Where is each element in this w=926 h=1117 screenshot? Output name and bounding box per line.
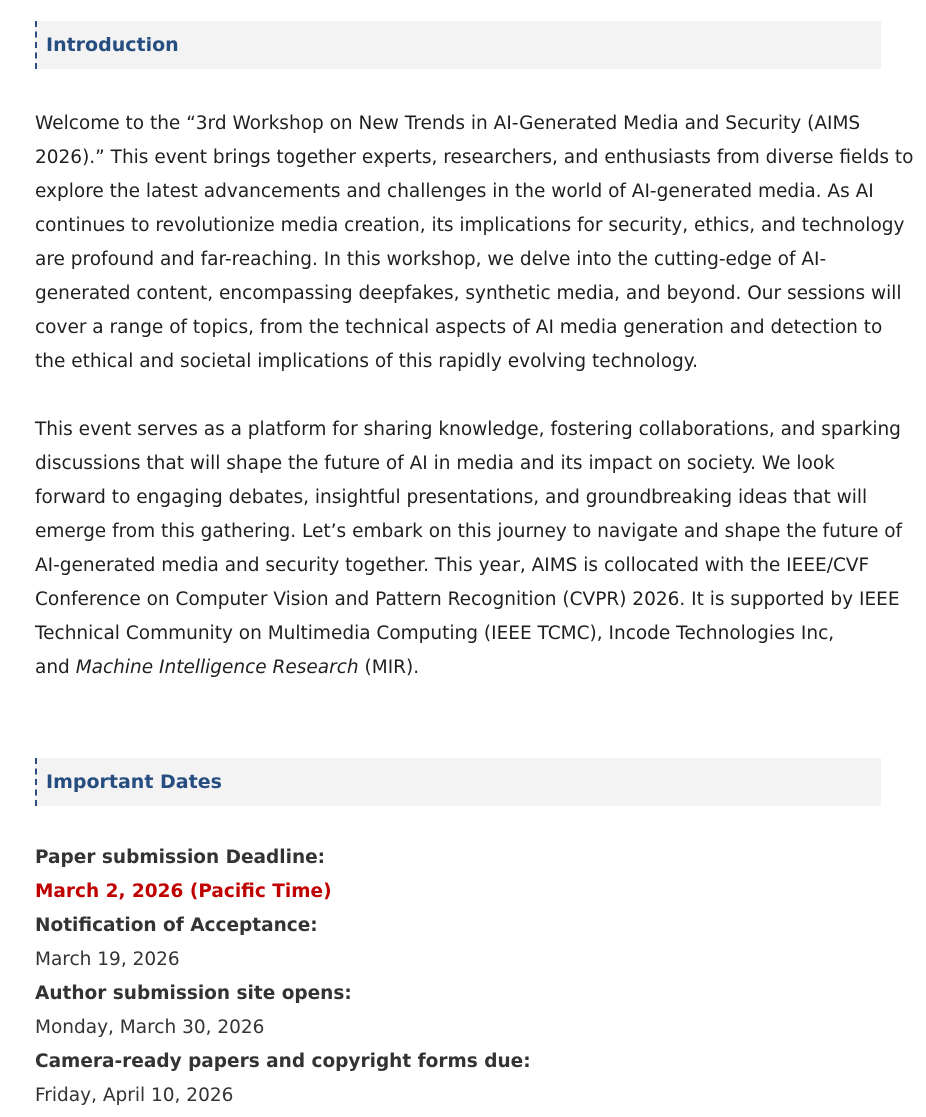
intro-line: are profound and far-reaching. In this workshop, we delve into the cutting-edge of AI- [35, 249, 827, 270]
event-line: Technical Community on Multimedia Computing (IEEE TCMC), Incode Technologies Inc, [35, 623, 835, 644]
event-line: emerge from this gathering. Let’s embark on this journey to navigate and shape the future of [35, 521, 903, 542]
date-label: Camera-ready papers and copyright forms due: [35, 1051, 531, 1072]
intro-line: generated content, encompassing deepfakes, synthetic media, and beyond. Our sessions will [35, 283, 902, 304]
date-label: Paper submission Deadline: [35, 847, 326, 868]
event-line: forward to engaging debates, insightful presentations, and groundbreaking ideas that will [35, 487, 868, 508]
introduction-heading-bar [35, 21, 881, 69]
intro-line: continues to revolutionize media creation, its implications for security, ethics, and technology [35, 215, 905, 236]
important-dates-list [35, 841, 885, 1113]
date-value: March 19, 2026 [35, 949, 180, 970]
event-line: This event serves as a platform for sharing knowledge, fostering collaborations, and sparking [35, 419, 901, 440]
intro-line: cover a range of topics, from the technical aspects of AI media generation and detection to [35, 317, 883, 338]
event-line: AI-generated media and security together. This year, AIMS is collocated with the IEEE/CVF [35, 555, 870, 576]
event-line-prefix: and [35, 657, 76, 678]
journal-name: Machine Intelligence Research [75, 657, 359, 678]
intro-line: Welcome to the “3rd Workshop on New Trends in AI-Generated Media and Security (AIMS [35, 113, 861, 134]
date-label: Author submission site opens: [35, 983, 352, 1004]
event-line: Conference on Computer Vision and Pattern Recognition (CVPR) 2026. It is supported by IEEE [35, 589, 900, 610]
date-label: Notification of Acceptance: [35, 915, 318, 936]
introduction-paragraph-1 [35, 107, 914, 379]
important-dates-heading-bar [35, 758, 881, 806]
intro-line: explore the latest advancements and challenges in the world of AI-generated media. As AI [35, 181, 874, 202]
date-value-deadline: March 2, 2026 (Pacific Time) [35, 881, 332, 902]
important-dates-heading: Important Dates [46, 771, 222, 793]
event-line-last [35, 651, 885, 685]
introduction-paragraph-2 [35, 413, 903, 685]
event-line-suffix: (MIR). [358, 657, 420, 678]
date-value: Friday, April 10, 2026 [35, 1085, 234, 1106]
introduction-heading: Introduction [46, 34, 179, 56]
event-line: discussions that will shape the future of AI in media and its impact on society. We look [35, 453, 835, 474]
intro-line: 2026).” This event brings together experts, researchers, and enthusiasts from diverse fields to [35, 147, 914, 168]
intro-line: the ethical and societal implications of this rapidly evolving technology. [35, 351, 698, 372]
date-value: Monday, March 30, 2026 [35, 1017, 265, 1038]
